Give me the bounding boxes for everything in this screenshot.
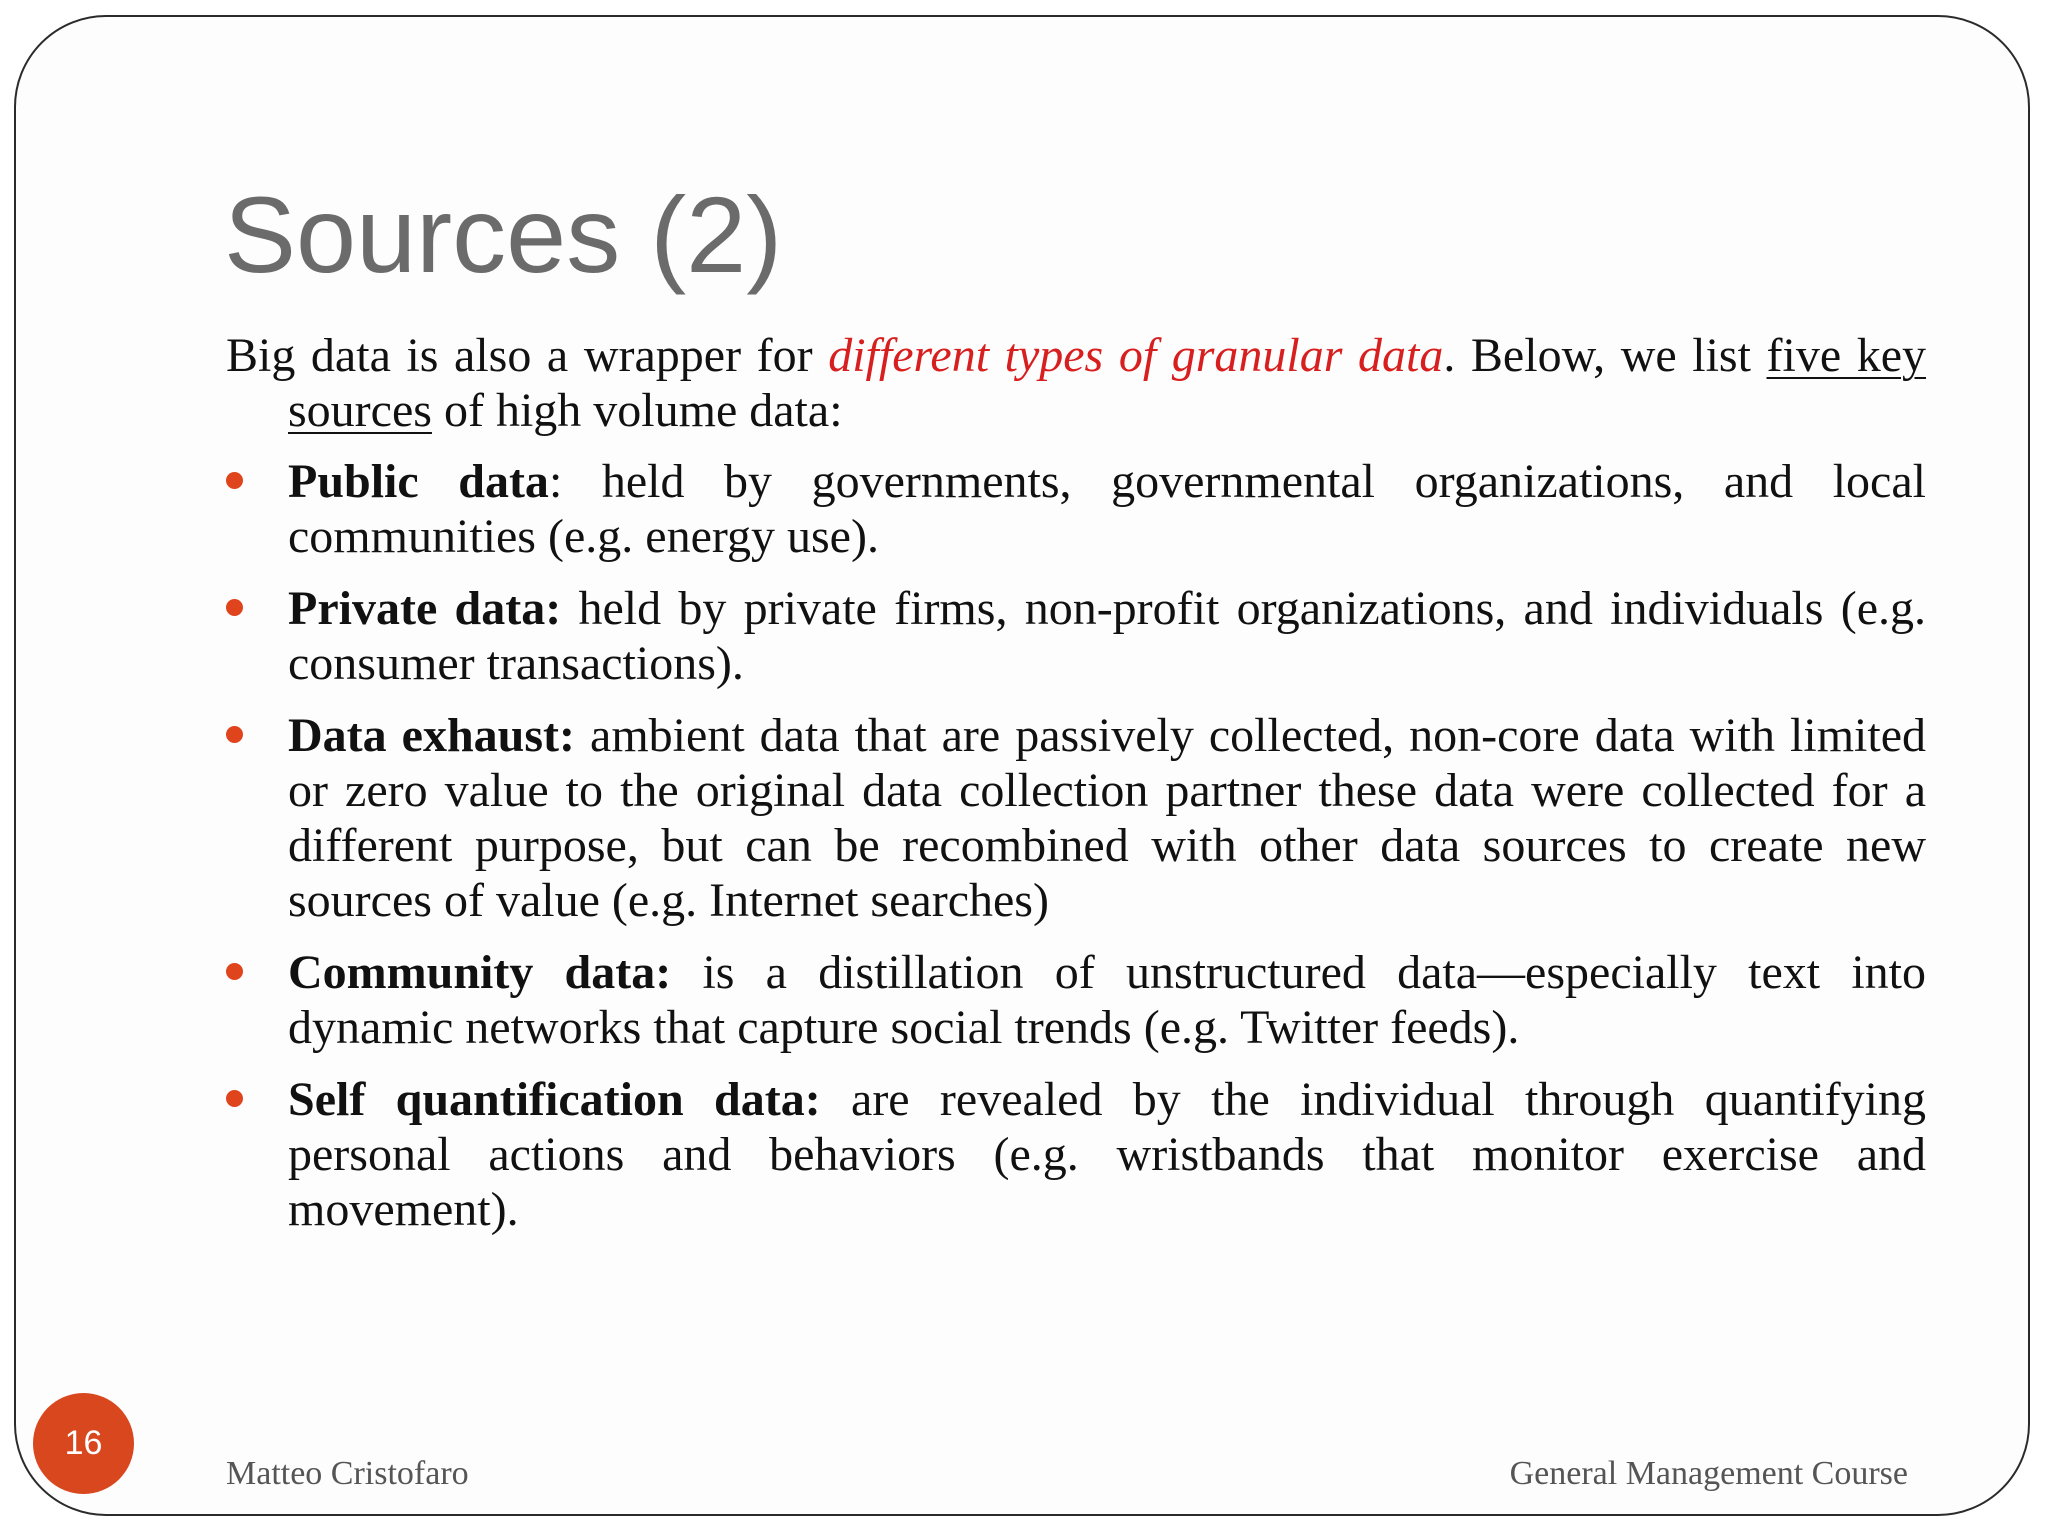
intro-emphasis: different types of granular data [828, 329, 1444, 382]
bullet-text: are revealed by the individual through quantifying personal actions and behaviors (e.g. wristbands that monitor exercise and movement). [288, 1073, 1927, 1236]
bullet-separator [671, 946, 702, 999]
slide-body [226, 328, 1926, 1254]
bullet-text: ambient data that are passively collected, non-core data with limited or zero value to the original data collection partner these data were collected for a different purpose, but can be recombined with other data sources to create new sources of value (e.g. Internet searches) [288, 709, 1927, 927]
intro-text-middle: . Below, we list [1443, 329, 1767, 382]
intro-text-end: of high volume data: [431, 384, 843, 437]
intro-text-start: Big data is also a wrapper for [226, 329, 829, 382]
page-number-badge: 16 [33, 1393, 134, 1494]
bullet-term: Public data [288, 455, 549, 508]
bullet-separator [561, 582, 578, 635]
list-item-self-quantification-data [226, 1072, 1926, 1237]
bullet-term: Self quantification data: [288, 1073, 821, 1126]
list-item-private-data [226, 581, 1926, 691]
footer-author: Matteo Cristofaro [226, 1455, 469, 1492]
bullet-separator [575, 709, 590, 762]
bullet-separator: : [548, 455, 602, 508]
bullet-term: Data exhaust: [288, 709, 576, 762]
bullet-text: is a distillation of unstructured data—especially text into dynamic networks that capture social trends (e.g. Twitter feeds). [288, 946, 1927, 1054]
intro-paragraph [226, 328, 1926, 438]
bullet-dot-icon [226, 1090, 243, 1107]
list-item-public-data [226, 454, 1926, 564]
bullet-separator [821, 1073, 851, 1126]
bullet-dot-icon [226, 963, 243, 980]
slide-title: Sources (2) [224, 174, 783, 295]
bullet-text: held by governments, governmental organizations, and local communities (e.g. energy use). [288, 455, 1927, 563]
sources-list [226, 454, 1926, 1237]
list-item-data-exhaust [226, 708, 1926, 928]
intro-underlined: five key sources [288, 329, 1927, 437]
bullet-dot-icon [226, 599, 243, 616]
bullet-term: Private data: [288, 582, 562, 635]
bullet-dot-icon [226, 472, 243, 489]
footer-course: General Management Course [1509, 1455, 1908, 1492]
list-item-community-data [226, 945, 1926, 1055]
bullet-term: Community data: [288, 946, 672, 999]
bullet-text: held by private firms, non-profit organizations, and individuals (e.g. consumer transactions). [288, 582, 1926, 690]
bullet-dot-icon [226, 726, 243, 743]
